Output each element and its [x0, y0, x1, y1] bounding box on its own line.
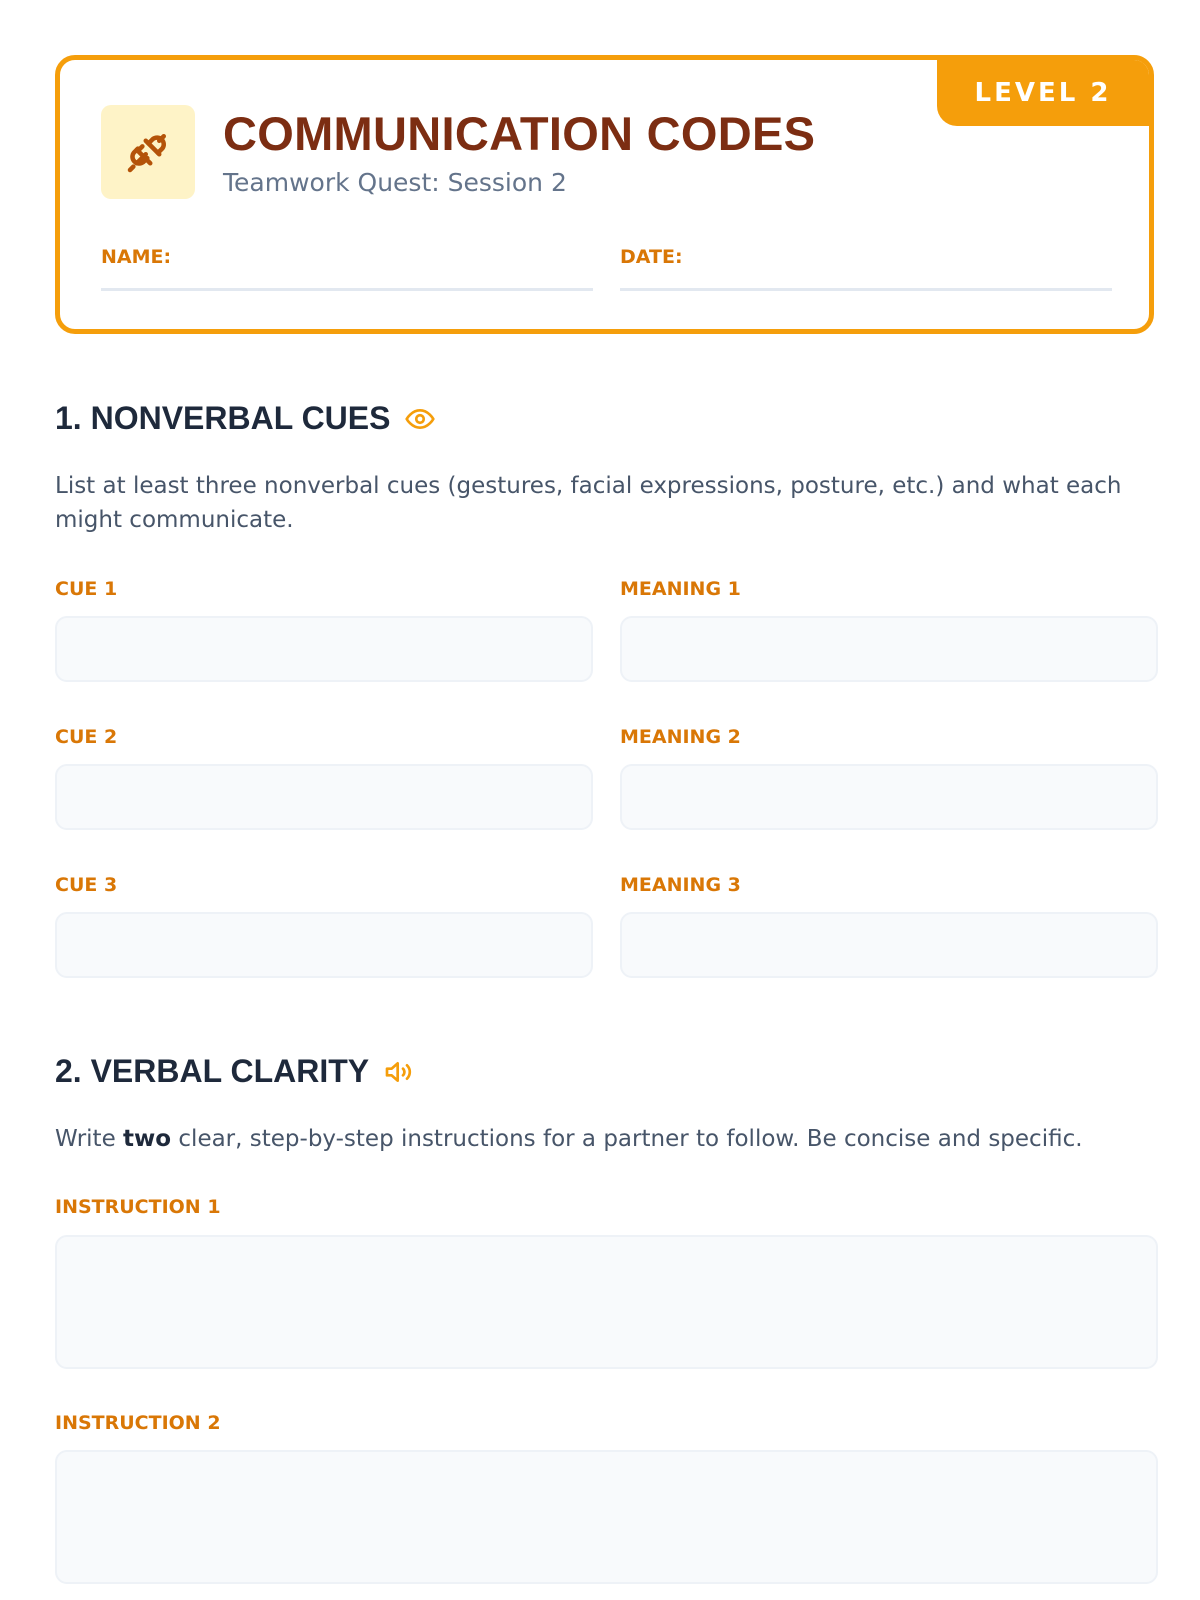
section-nonverbal-description: List at least three nonverbal cues (gestures, facial expressions, posture, etc.) and what each might communicate.	[55, 473, 1122, 533]
header-card	[55, 55, 1154, 334]
verbal-desc-bold: two	[123, 1126, 172, 1152]
cue-1-input[interactable]	[55, 616, 593, 682]
instruction-1-label: INSTRUCTION 1	[55, 1196, 221, 1218]
meaning-3-input[interactable]	[620, 912, 1158, 978]
meaning-1-label: MEANING 1	[620, 578, 741, 600]
section-nonverbal-title: 1. NONVERBAL CUES	[55, 400, 391, 436]
speaker-icon	[383, 1056, 415, 1088]
page-title: COMMUNICATION CODES	[223, 107, 816, 160]
section-verbal-heading	[55, 1053, 415, 1090]
meaning-2-input[interactable]	[620, 764, 1158, 830]
cue-2-input[interactable]	[55, 764, 593, 830]
instruction-1-input[interactable]	[55, 1235, 1158, 1369]
logo-tile	[101, 105, 195, 199]
instruction-2-input[interactable]	[55, 1450, 1158, 1584]
name-underline	[101, 288, 593, 291]
date-label: DATE:	[620, 246, 683, 268]
cue-3-input[interactable]	[55, 912, 593, 978]
date-field[interactable]	[620, 246, 1112, 268]
cue-2-label: CUE 2	[55, 726, 118, 748]
cue-3-label: CUE 3	[55, 874, 118, 896]
section-verbal-title: 2. VERBAL CLARITY	[55, 1053, 370, 1089]
plug-icon	[121, 125, 175, 179]
meaning-3-label: MEANING 3	[620, 874, 741, 896]
eye-icon	[404, 403, 436, 435]
level-badge: LEVEL 2	[937, 60, 1149, 126]
section-verbal-description	[55, 1122, 1165, 1156]
verbal-desc-post: clear, step-by-step instructions for a partner to follow. Be concise and specific.	[171, 1126, 1083, 1152]
name-label: NAME:	[101, 246, 172, 268]
page-subtitle: Teamwork Quest: Session 2	[223, 168, 567, 197]
section-nonverbal-heading	[55, 400, 436, 437]
verbal-desc-pre: Write	[55, 1126, 124, 1152]
meaning-2-label: MEANING 2	[620, 726, 741, 748]
instruction-2-label: INSTRUCTION 2	[55, 1412, 221, 1434]
date-underline	[620, 288, 1112, 291]
meaning-1-input[interactable]	[620, 616, 1158, 682]
name-field[interactable]	[101, 246, 593, 268]
cue-1-label: CUE 1	[55, 578, 118, 600]
